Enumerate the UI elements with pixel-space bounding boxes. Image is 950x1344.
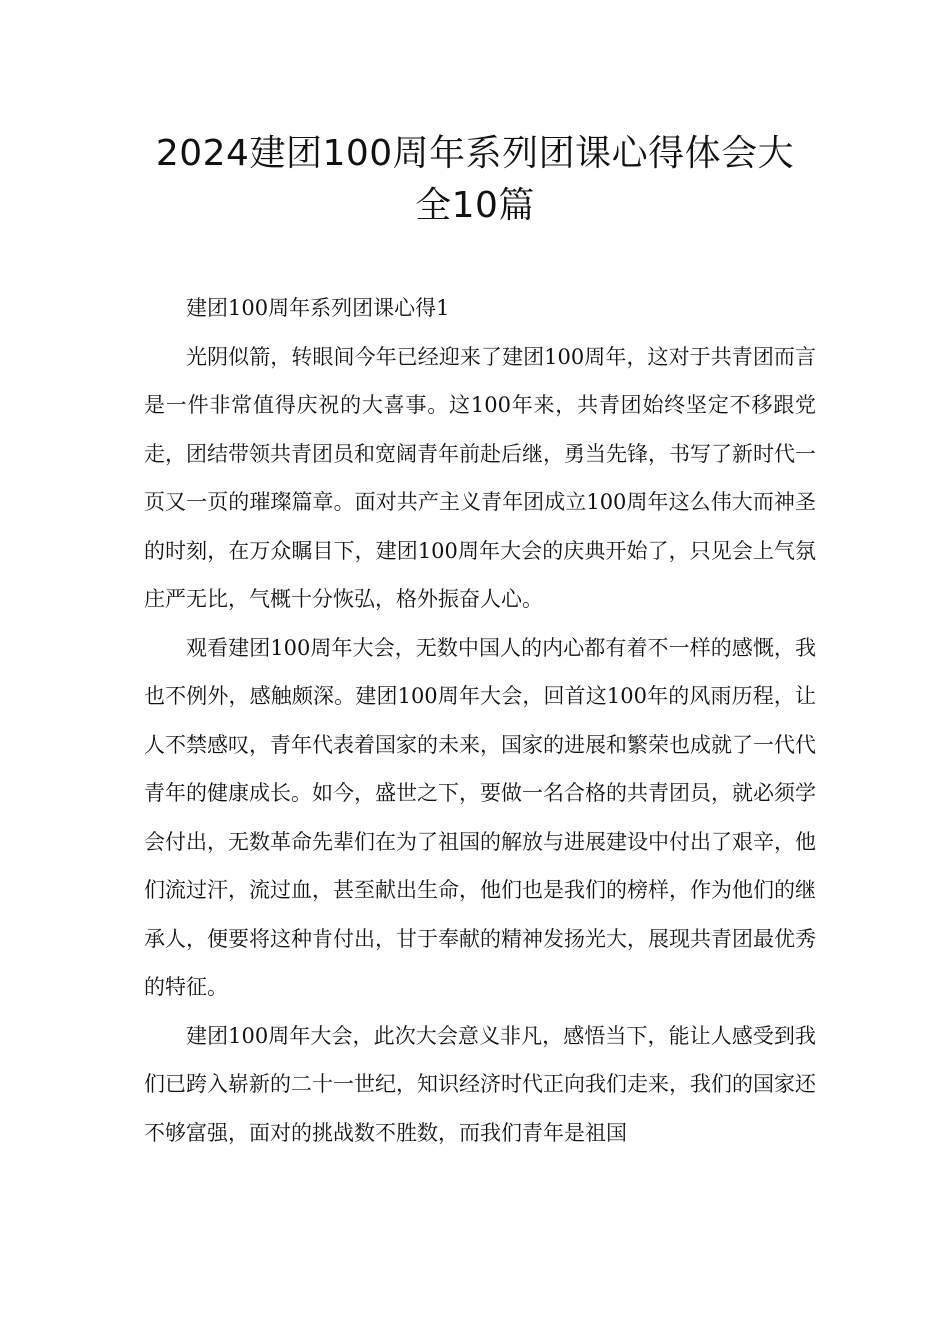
paragraph-1: 光阴似箭，转眼间今年已经迎来了建团100周年，这对于共青团而言是一件非常值得庆祝的大喜事。这100年来，共青团始终坚定不移跟党走，团结带领共青团员和宽阔青年前赴后继，勇当先锋，书写了新时代一页又一页的璀璨篇章。面对共产主义青年团成立100周年这么伟大而神圣的时刻，在万众瞩目下，建团100周年大会的庆典开始了，只见会上气氛庄严无比，气概十分恢弘，格外振奋人心。 <box>144 344 816 611</box>
title-line-2: 全10篇 <box>415 185 535 226</box>
section-heading: 建团100周年系列团课心得1 <box>186 296 450 320</box>
paragraph-3: 建团100周年大会，此次大会意义非凡，感悟当下，能让人感受到我们已跨入崭新的二十一世纪，知识经济时代正向我们走来，我们的国家还不够富强，面对的挑战数不胜数，而我们青年是祖国 <box>144 1023 816 1145</box>
paragraph-2: 观看建团100周年大会，无数中国人的内心都有着不一样的感慨，我也不例外，感触颇深。建团100周年大会，回首这100年的风雨历程，让人不禁感叹，青年代表着国家的未来，国家的进展和繁荣也成就了一代代青年的健康成长。如今，盛世之下，要做一名合格的共青团员，就必须学会付出，无数革命先辈们在为了祖国的解放与进展建设中付出了艰辛，他们流过汗，流过血，甚至献出生命，他们也是我们的榜样，作为他们的继承人，便要将这种肯付出，甘于奉献的精神发扬光大，展现共青团最优秀的特征。 <box>144 635 816 999</box>
title-line-1: 2024建团100周年系列团课心得体会大 <box>155 133 795 174</box>
document-title <box>120 128 830 232</box>
document-body <box>144 284 816 1157</box>
